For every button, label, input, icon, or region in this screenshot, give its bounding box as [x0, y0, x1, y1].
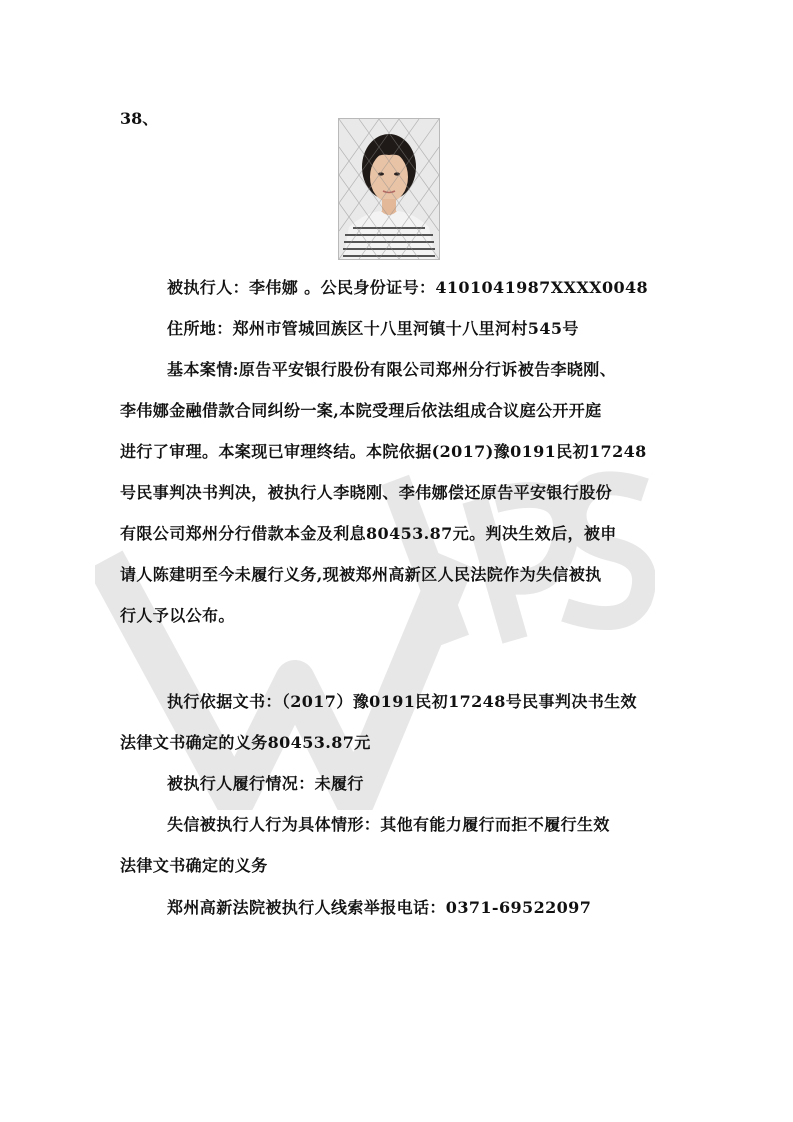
performance-line: 被执行人履行情况：未履行 [167, 774, 364, 793]
case-line-6: 请人陈建明至今未履行义务,现被郑州高新区人民法院作为失信被执 [120, 565, 602, 584]
hotline-line: 郑州高新法院被执行人线索举报电话：0371-69522097 [167, 898, 592, 917]
address-line: 住所地：郑州市管城回族区十八里河镇十八里河村545号 [167, 319, 579, 338]
debtor-name-line: 被执行人：李伟娜 。公民身份证号：4101041987XXXX0048 [167, 278, 649, 297]
case-line-3: 进行了审理。本案现已审理终结。本院依据(2017)豫0191民初17248 [120, 442, 647, 461]
basis-line-2: 法律文书确定的义务80453.87元 [120, 733, 371, 752]
person-photo [338, 118, 440, 260]
case-line-1: 基本案情:原告平安银行股份有限公司郑州分行诉被告李晓刚、 [167, 360, 617, 379]
case-line-7: 行人予以公布。 [120, 606, 235, 625]
circumstance-line-1: 失信被执行人行为具体情形：其他有能力履行而拒不履行生效 [167, 815, 610, 834]
case-line-4: 号民事判决书判决，被执行人李晓刚、李伟娜偿还原告平安银行股份 [120, 483, 613, 502]
entry-number: 38、 [120, 109, 159, 128]
case-line-2: 李伟娜金融借款合同纠纷一案,本院受理后依法组成合议庭公开开庭 [120, 401, 602, 420]
basis-line-1: 执行依据文书：（2017）豫0191民初17248号民事判决书生效 [167, 692, 637, 711]
case-line-5: 有限公司郑州分行借款本金及利息80453.87元。判决生效后，被申 [120, 524, 617, 543]
circumstance-line-2: 法律文书确定的义务 [120, 856, 268, 875]
